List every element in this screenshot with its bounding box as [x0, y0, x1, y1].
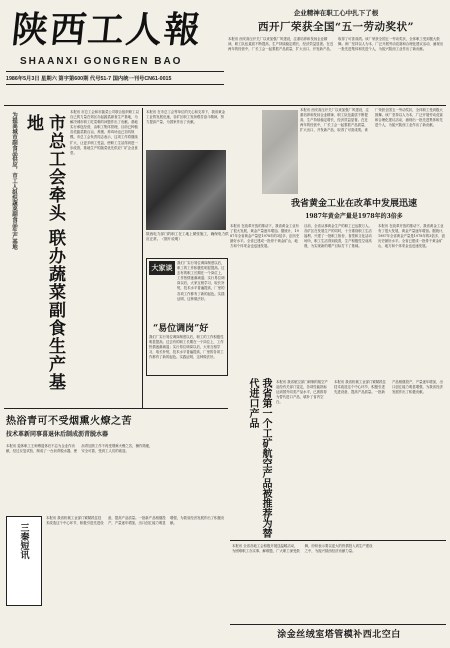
left-main-body: 本报讯 市总工会和市蔬菜公司联合组织职工以自己的力量在郊区办起蔬菜副食生产基地，为解决城市职工吃菜难的问题作出了贡献。基地实行承包经营，由职工集体管理，目前已种植各类蔬菜数百亩，养猪、养鸡场也已初具规模。市总工会负责同志表示，这项工作将继续扩大，让更多职工受益，使职工生活得到进一步改善，基地生产的蔬菜优先供应厂矿企业食堂。	[70, 110, 139, 155]
top-body: 本报讯 西安高压开关厂以来加强厂风建设，注重培养和发扬企业精神，职工队伍素质不断提高，生产持续稳定增长，经济效益显著。在近两年的经营中，厂长工会一起狠抓产品质量，扩大出口，开发新产品，取得了可喜成绩。该厂荣获全国五一劳动奖状，全体职工受到极大鼓舞。该厂坚持以人为本，广泛开展劳动竞赛和合理化建议活动，涌现出一批先进集体和先进个人，为振兴陕西工业作出了新贡献。	[228, 37, 444, 52]
left-vertical-subhead: 为提高城市副食品供应，市工人组织蔬菜副食品生产基地	[11, 112, 17, 250]
bottom-mid-body: 本报讯 我省机械工业部门紧紧抓住技术改造这个中心环节，积极引进先进设备，提高产品质量。一批新产品相继投产，产量逐年增加，出口创汇能力明显增强，为我省经济发展作出了积极贡献。	[334, 380, 443, 395]
discussion-body: 我们厂实行易位调岗制度以后，职工的工作积极性明显提高。过去有的职工长期在一个岗位上，工作热情逐渐减退；实行易位调岗以后，大家互相学习，取长补短，技术水平普遍提高，厂里的各项工作都有了新的起色。实践证明，这种做法好。	[177, 261, 225, 301]
bottom-banner: 涂金丝绒室塔管模补西北空白	[277, 630, 401, 640]
bottom-right-body: 本报讯 全省各地工会积极开展送温暖活动，为困难职工办实事、解难题，广大职工深受鼓舞，纷纷表示要以更大的热情投入到生产建设之中，为振兴陕西经济贡献力量。	[232, 544, 373, 554]
left-vertical-headline: 市总工会牵头 联办蔬菜副食生产基地	[23, 114, 65, 391]
discussion-tag: 大家谈	[149, 261, 175, 275]
right-small-photo	[262, 110, 298, 194]
vertical-aero-title: 我省第一个工矿航空产品被推荐为替代进口产品	[247, 378, 271, 538]
discussion-title: “易位调岗”好	[153, 324, 209, 334]
right-headline-block	[262, 196, 446, 220]
right-body-col1: 本报讯 在改革开放的推动下，我省黄金工业有了很大发展，黄金产量逐年增加。据统计，1987年全省黄金产量是1978年的3倍多，创历史最好水平。全省已建成一批骨干黄金矿山，地方和个体采金也迅速发展。	[230, 224, 300, 249]
top-headline: 西开厂荣获全国“五一劳动奖状”	[257, 21, 415, 33]
short-news-logo-text: 三秦短讯	[18, 523, 29, 559]
vertical-aero-body: 本报讯 我省航空部门研制的航空产品经有关部门鉴定，各项性能指标达到国外同类产品水平，已被推荐为替代进口产品，填补了省内空白。	[276, 380, 328, 405]
bottom-left-article	[6, 412, 228, 442]
right-top-body: 本报讯 西安高压开关厂以来加强厂风建设，注重培养和发扬企业精神，职工队伍素质不断提高，生产持续稳定增长，经济效益显著。在近两年的经营中，厂长工会一起狠抓产品质量，扩大出口，开发新产品，取得了可喜成绩。该厂荣获全国五一劳动奖状，全体职工受到极大鼓舞。该厂坚持以人为本，广泛开展劳动竞赛和合理化建议活动，涌现出一批先进集体和先进个人，为振兴陕西工业作出了新贡献。	[300, 108, 443, 133]
masthead	[6, 8, 226, 103]
bottom-left-body: 本报讯 退休职工王师傅退休后不忘为企业作贡献，经过反复试验，制成了一台沥青脱水器，使沥青加热工作不再受烟熏火燎之苦，操作简便，安全可靠，受到工人们的欢迎。	[6, 444, 153, 454]
right-body-col2: 目前，全省从事黄金生产的职工已达数万人。各矿区在发展生产的同时，十分重视职工生活福利，兴建了一批职工宿舍、食堂和文化活动场所，职工生活得到改善，生产积极性空前高涨，为实现新的增产目标打下了基础。	[304, 224, 372, 249]
left-vertical-block	[4, 108, 68, 396]
bottom-strip-body: 本报讯 我省机械工业部门紧紧抓住技术改造这个中心环节，积极引进先进设备，提高产品质量。一批新产品相继投产，产量逐年增加，出口创汇能力明显增强，为我省经济发展作出了积极贡献。	[46, 516, 225, 526]
right-body-col3: 本报讯 在改革开放的推动下，我省黄金工业有了很大发展，黄金产量逐年增加。据统计，1987年全省黄金产量是1978年的3倍多，创历史最好水平。全省已建成一批骨干黄金矿山，地方和个体采金也迅速发展。	[378, 224, 446, 249]
bottom-left-headline: 热浴青可不受烟熏火燎之苦	[6, 416, 132, 427]
short-news-logo	[6, 516, 42, 606]
top-kicker: 企业精神在职工心中扎下了根	[293, 9, 379, 17]
bottom-left-subhead: 技术革新同事喜退休后制成沥青脱水器	[6, 431, 109, 438]
right-headline: 我省黄金工业在改革中发展迅速	[290, 199, 417, 209]
issue-line: 1986年5月3日 星期六 第字第600期 代号51-7 国内统一刊号CN61-0015	[6, 76, 172, 82]
center-top-body: 本报讯 在市总工会等单位的关心和支持下，我省黄金工业的发展迅速，各矿区职工发扬艰苦奋斗精神，努力提高产量，为国家作出了贡献。	[146, 110, 226, 125]
masthead-title: 陕西工人報	[9, 9, 205, 51]
masthead-pinyin: SHAANXI GONGREN BAO	[20, 56, 183, 67]
discussion-box	[146, 258, 228, 376]
discussion-body-2: 我们厂实行易位调岗制度以后，职工的工作积极性明显提高。过去有的职工长期在一个岗位上，工作热情逐渐减退；实行易位调岗以后，大家互相学习，取长补短，技术水平普遍提高，厂里的各项工作都有了新的起色。实践证明，这种做法好。	[149, 335, 224, 360]
photo-caption: 陕西电力部门的职工在工地上紧张施工，确保电力供应正常。（图片说明）	[146, 232, 229, 242]
news-photo	[146, 150, 226, 230]
right-subhead: 1987年黄金产量是1978年的3倍多	[305, 213, 403, 220]
top-right-article	[228, 8, 444, 103]
